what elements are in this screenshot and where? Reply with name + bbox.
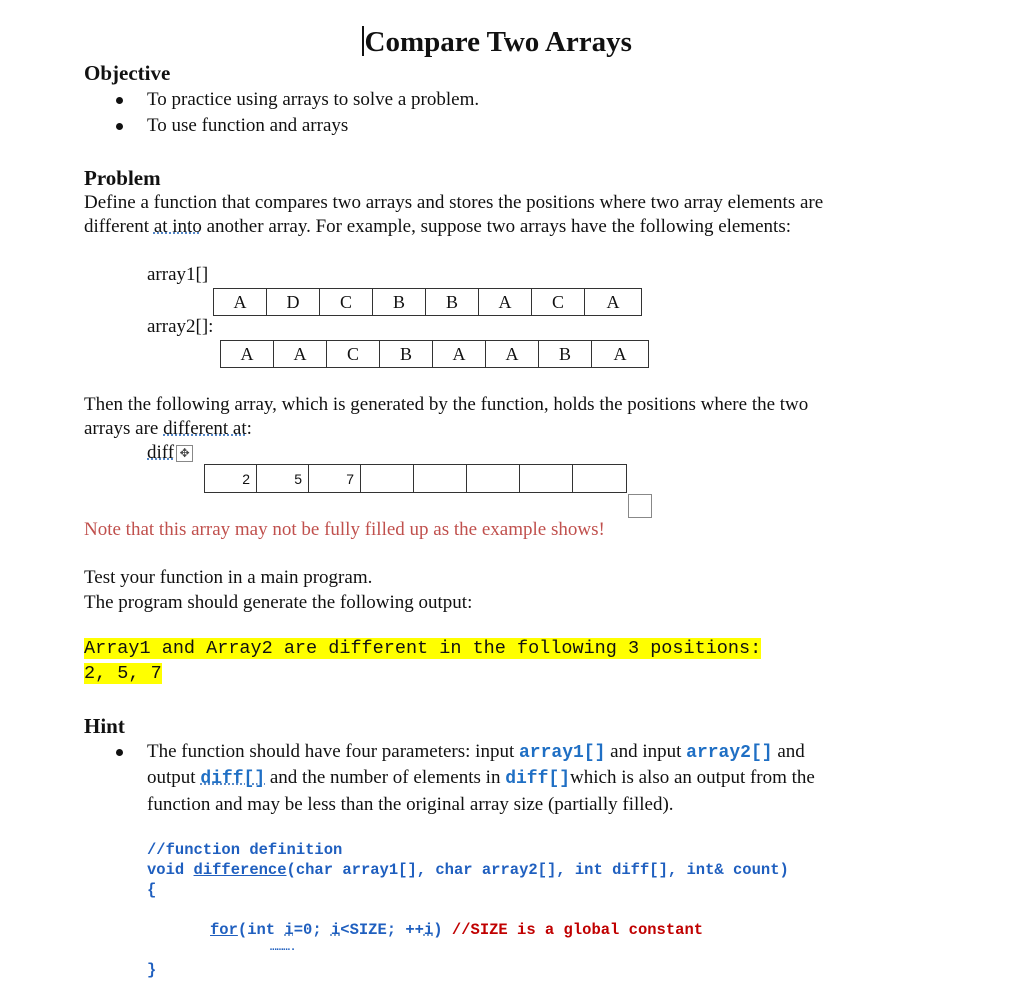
bullet-icon [116,749,123,756]
code-ellipsis: ………. [270,942,297,954]
output-line-1: Array1 and Array2 are different in the following 3 positions: [84,638,762,659]
code-close-brace: } [147,961,157,979]
then-line-1: Then the following array, which is generated by the function, holds the positions where the two [84,394,809,415]
hint-line-1: The function should have four parameters: input array1[] and input array2[] and [147,741,805,763]
diff-cell: 2 [205,465,257,492]
array2-cell: A [486,341,539,367]
array2-cell: B [380,341,433,367]
text-cursor [362,26,364,56]
array1-table [213,288,642,316]
diff-cell [520,465,573,492]
diff-cell [361,465,414,492]
array2-cell: A [221,341,274,367]
hint-line-2: output diff[] and the number of elements in diff[]which is also an output from the [147,767,815,789]
diff-cell [573,465,626,492]
test-line-2: The program should generate the following output: [84,592,473,613]
diff-table [204,464,627,493]
diff-cell [467,465,520,492]
array1-label: array1[] [147,264,209,285]
output-line-2: 2, 5, 7 [84,663,162,684]
array2-cell: A [274,341,327,367]
code-open-brace: { [147,881,157,899]
diff-cell [414,465,467,492]
array2-cell: A [613,343,627,364]
grammar-flag: at into [153,216,202,237]
array2-table [220,340,649,368]
table-resize-handle[interactable] [628,494,652,518]
objective-bullet-1: To practice using arrays to solve a problem. [147,89,479,111]
problem-heading: Problem [84,166,161,190]
page-title: Compare Two Arrays [362,26,632,59]
array1-cell: A [606,291,620,312]
objective-heading: Objective [84,61,171,85]
diff-label: diff ✥ [147,442,193,464]
array1-cell: B [426,289,479,315]
code-signature: void difference(char array1[], char array2[], int diff[], int& count) [147,861,789,879]
array1-cell: C [532,289,585,315]
grammar-flag: different at [163,418,247,439]
array1-cell: A [479,289,532,315]
bullet-icon [116,123,123,130]
bullet-icon [116,97,123,104]
diff-cell: 5 [257,465,309,492]
objective-bullet-2: To use function and arrays [147,115,348,137]
array1-cell: D [267,289,320,315]
array1-cell: A [214,289,267,315]
move-handle-icon[interactable]: ✥ [176,445,193,462]
test-line-1: Test your function in a main program. [84,567,373,588]
diff-cell: 7 [309,465,361,492]
array2-cell: C [327,341,380,367]
then-line-2: arrays are different at: [84,418,252,439]
note-text: Note that this array may not be fully filled up as the example shows! [84,519,605,540]
array2-label: array2[]: [147,316,214,337]
problem-line-2: different at into another array. For example, suppose two arrays have the following elements: [84,216,792,237]
hint-heading: Hint [84,714,125,738]
code-comment: //function definition [147,841,343,859]
array1-cell: B [373,289,426,315]
array1-cell: C [320,289,373,315]
array2-cell: A [433,341,486,367]
code-for-loop: for(int i=0; i<SIZE; ++i) //SIZE is a global constant [210,921,704,939]
hint-line-3: function and may be less than the original array size (partially filled). [147,794,674,815]
problem-line-1: Define a function that compares two arrays and stores the positions where two array elements are [84,192,824,213]
array2-cell: B [539,341,592,367]
